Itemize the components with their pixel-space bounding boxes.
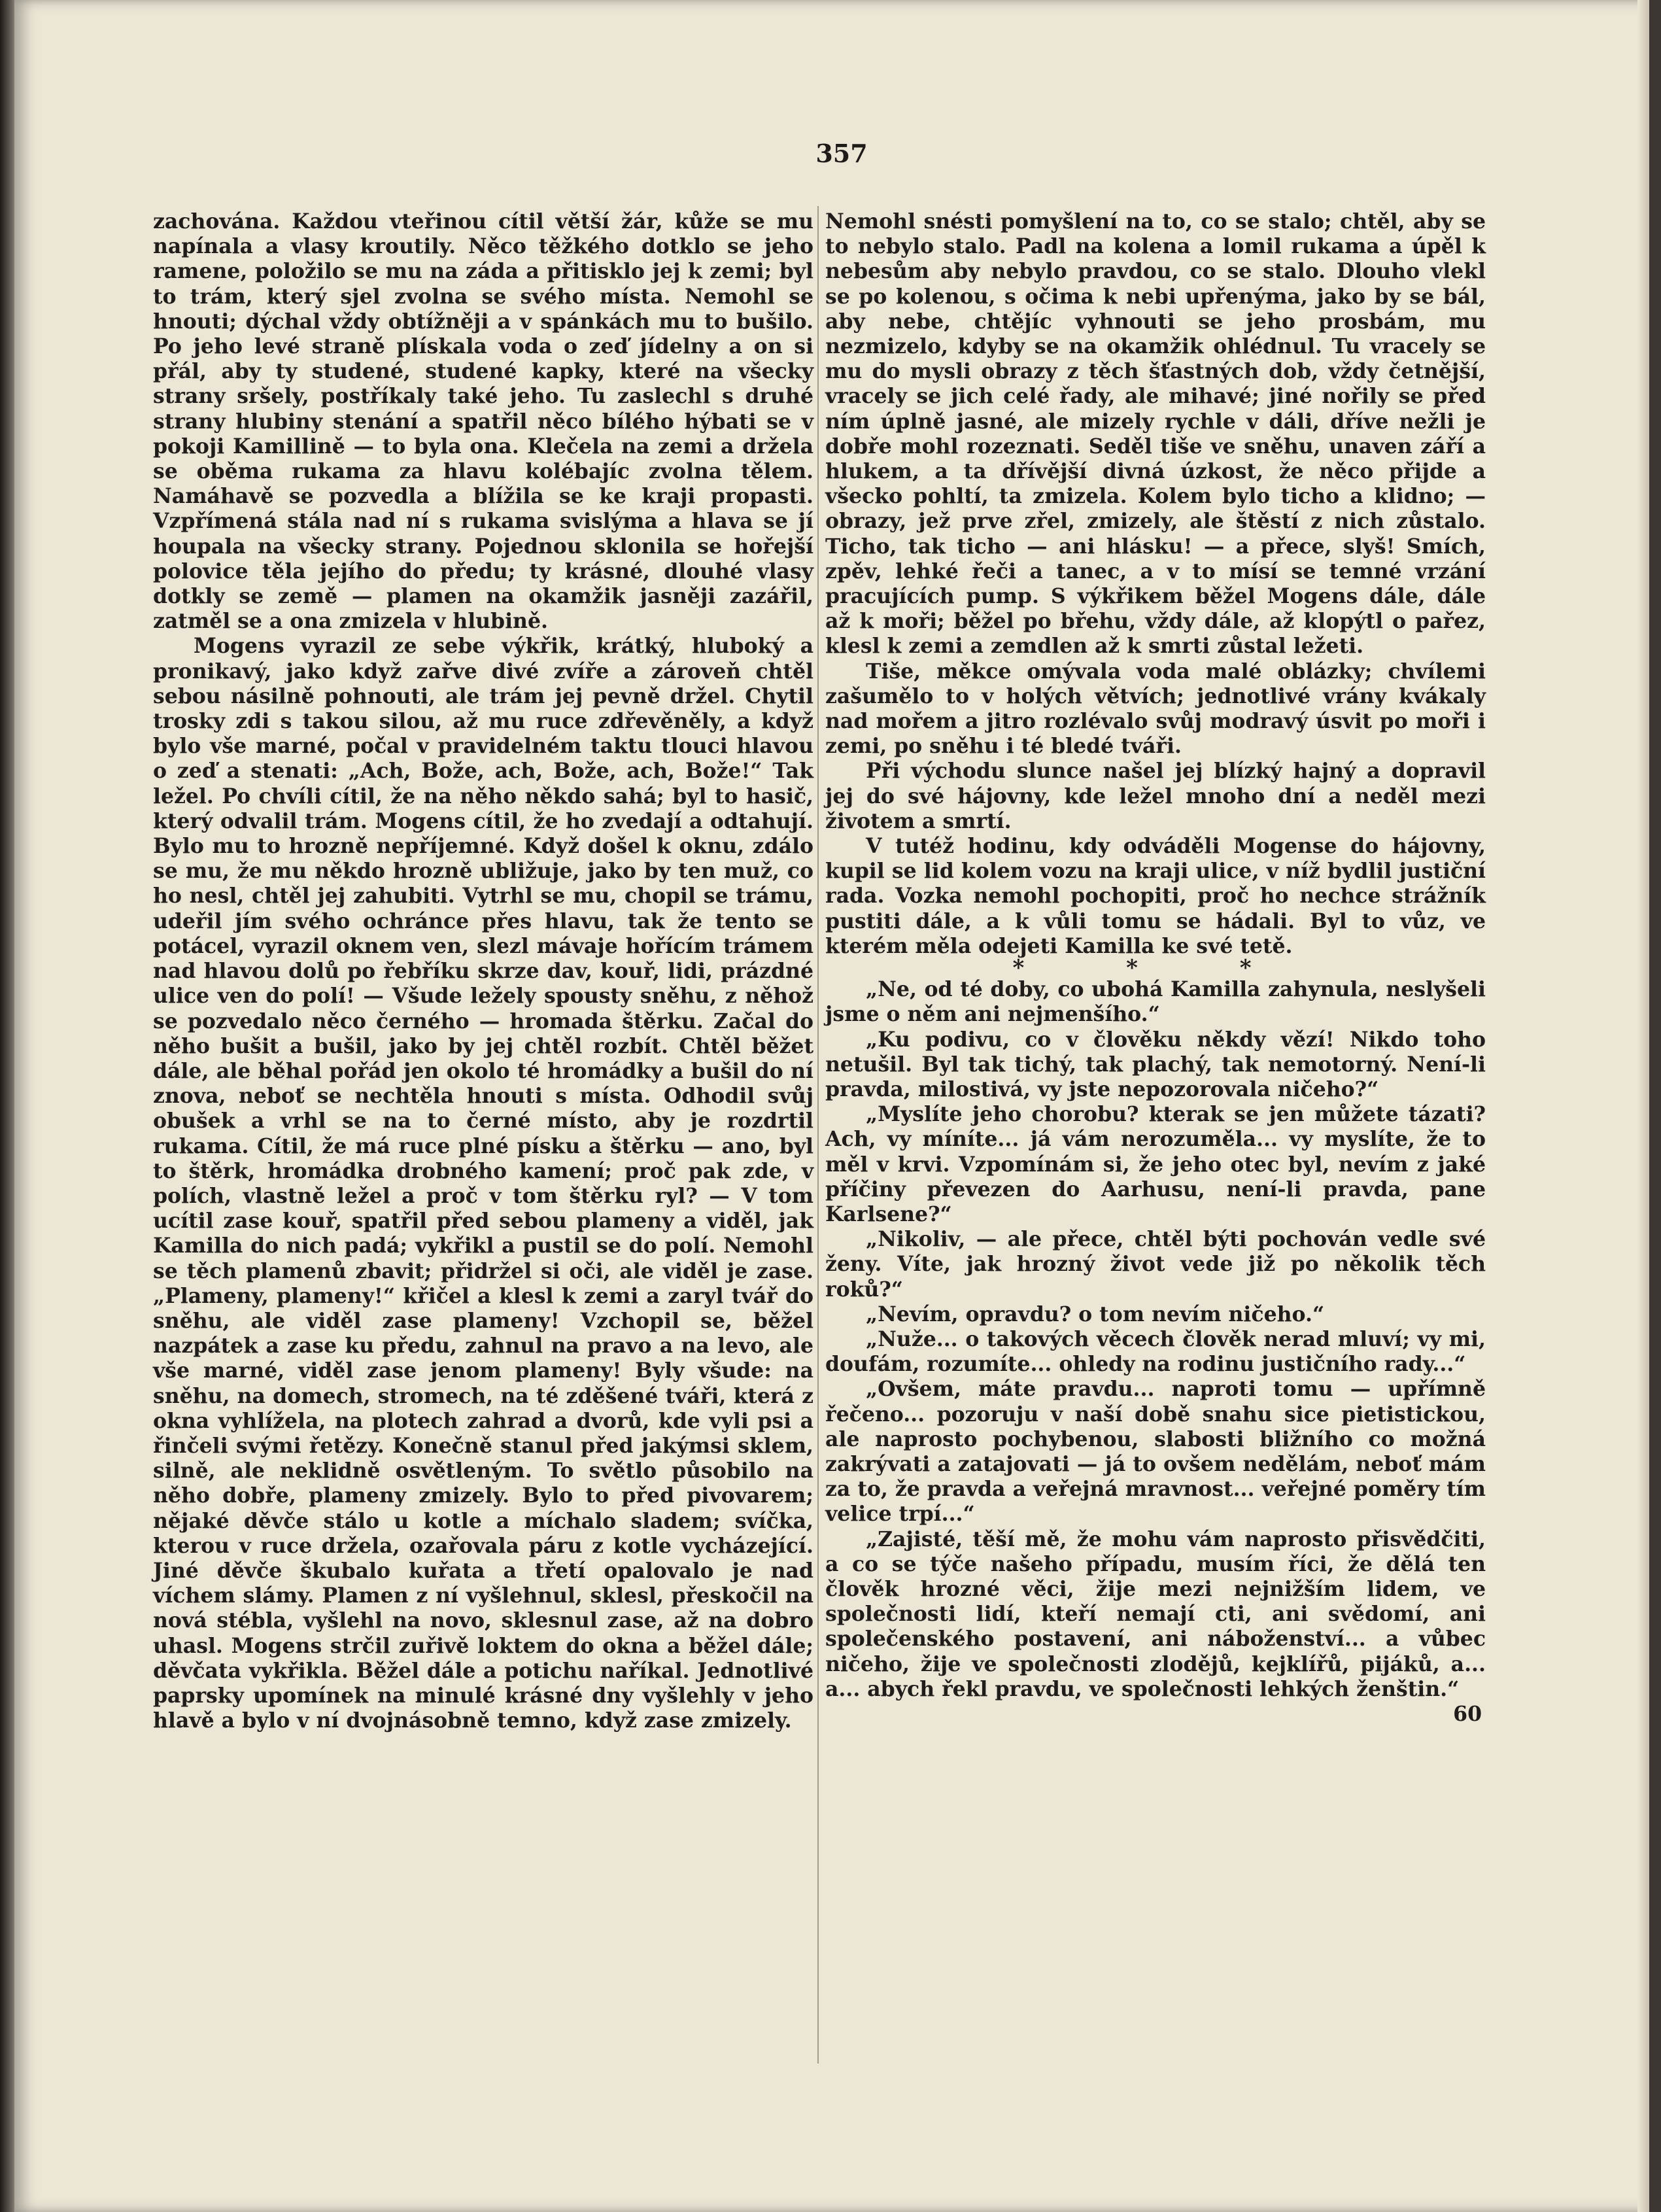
dialogue-line: „Ovšem, máte pravdu... naproti tomu — upřímně řečeno... pozoruju v naší době snahu sice pietistickou, ale naprosto pochybenou, slabosti bližního co možná zakrývati a zatajovati — já to ovšem nedělám, neboť mám za to, že pravda a veřejná mravnost... veřejné poměry tím velice trpí...“ (825, 1377, 1486, 1527)
dialogue-line: „Zajisté, těší mě, že mohu vám naprosto přisvědčiti, a co se týče našeho případu, musím říci, že dělá ten člověk hrozné věci, žije mezi nejnižším lidem, ve společnosti lidí, kteří nemají cti, ani svědomí, ani společenského postavení, ani náboženství... a vůbec ničeho, žije ve společnosti zlodějů, kejklířů, pijáků, a... a... abych řekl pravdu, ve společnosti lehkých ženštin.“ (825, 1527, 1486, 1701)
dialogue-line: „Myslíte jeho chorobu? kterak se jen můžete tázati? Ach, vy míníte... já vám nerozuměla... vy myslíte, že to měl v krvi. Vzpomínám si, že jeho otec byl, nevím z jaké příčiny převezen do Aarhusu, není-li pravda, pane Karlsene?“ (825, 1102, 1486, 1226)
scanned-page (14, 0, 1649, 2212)
paragraph: Při východu slunce našel jej blízký hajný a dopravil jej do své hájovny, kde ležel mnoho dní a neděl mezi životem a smrtí. (825, 759, 1486, 833)
paragraph: zachována. Každou vteřinou cítil větší žár, kůže se mu napínala a vlasy kroutily. Něco těžkého dotklo se jeho ramene, položilo se mu na záda a přitisklo jej k zemi; byl to trám, který sjel zvolna se svého místa. Nemohl se hnouti; dýchal vždy obtížněji a v spánkách mu to bušilo. Po jeho levé straně plískala voda o zeď jídelny a on si přál, aby ty studené, studené kapky, které na všecky strany sršely, postříkaly také jeho. Tu zaslechl s druhé strany hlubiny stenání a spatřil něco bílého hýbati se v pokoji Kamillině — to byla ona. Klečela na zemi a držela se oběma rukama za hlavu kolébajíc zvolna tělem. Namáhavě se pozvedla a blížila se ke kraji propasti. Vzpřímená stála nad ní s rukama svislýma a hlava se jí houpala na všecky strany. Pojednou sklonila se hořejší polovice těla jejího do předu; ty krásné, dlouhé vlasy dotkly se země — plamen na okamžik jasněji zazářil, zatměl se a ona zmizela v hlubině. (153, 209, 813, 634)
left-column (153, 209, 813, 1733)
page-edge (1637, 0, 1649, 2212)
dialogue-line: „Nikoliv, — ale přece, chtěl býti pochován vedle své ženy. Víte, jak hrozný život vede již po několik těch roků?“ (825, 1227, 1486, 1302)
paragraph: V tutéž hodinu, kdy odváděli Mogense do hájovny, kupil se lid kolem vozu na kraji ulice, v níž bydlil justiční rada. Vozka nemohl pochopiti, proč ho nechce strážník pustiti dále, a k vůli tomu se hádali. Byl to vůz, ve kterém měla odejeti Kamilla ke své tetě. (825, 834, 1486, 958)
section-separator: * * * (1012, 955, 1299, 982)
signature-number: 60 (1453, 1701, 1482, 1726)
paragraph: Nemohl snésti pomyšlení na to, co se stalo; chtěl, aby se to nebylo stalo. Padl na kolena a lomil rukama a úpěl k nebesům aby nebylo pravdou, co se stalo. Dlouho vlekl se po kolenou, s očima k nebi upřenýma, jako by se bál, aby nebe, chtějíc vyhnouti se jeho prosbám, mu nezmizelo, kdyby se na okamžik ohlédnul. Tu vracely se mu do mysli obrazy z těch šťastných dob, vždy četnější, vracely se jich celé řady, ale mihavé; jiné nořily se před ním úplně jasné, ale mizely rychle v dáli, dříve nežli je dobře mohl rozeznati. Seděl tiše ve sněhu, unaven září a hlukem, a ta dřívější divná úzkost, že něco přijde a všecko pohltí, ta zmizela. Kolem bylo ticho a klidno; — obrazy, jež prve zřel, zmizely, ale štěstí z nich zůstalo. Ticho, tak ticho — ani hlásku! — a přece, slyš! Smích, zpěv, lehké řeči a tanec, a v to mísí se temné vrzání pracujících pump. S výkřikem běžel Mogens dále, dále až k moři; běžel po břehu, vždy dále, až klopýtl o pařez, klesl k zemi a zemdlen až k smrti zůstal ležeti. (825, 209, 1486, 659)
dialogue-line: „Ku podivu, co v člověku někdy vězí! Nikdo toho netušil. Byl tak tichý, tak plachý, tak nemotorný. Není-li pravda, milostivá, vy jste nepozorovala ničeho?“ (825, 1027, 1486, 1101)
right-column (825, 209, 1486, 1727)
dialogue-line: „Nuže... o takových věcech člověk nerad mluví; vy mi, doufám, rozumíte... ohledy na rodinu justičního rady...“ (825, 1326, 1486, 1377)
dialogue-line: „Nevím, opravdu? o tom nevím ničeho.“ (866, 1302, 1325, 1326)
column-divider (817, 206, 819, 2064)
paragraph: Tiše, měkce omývala voda malé oblázky; chvílemi zašumělo to v holých větvích; jednotlivé vrány kvákaly nad mořem a jitro rozlévalo svůj modravý úsvit po moři i zemi, po sněhu i té bledé tváři. (825, 659, 1486, 759)
dialogue-line: „Ne, od té doby, co ubohá Kamilla zahynula, neslyšeli jsme o něm ani nejmenšího.“ (825, 977, 1486, 1027)
paragraph: Mogens vyrazil ze sebe výkřik, krátký, hluboký a pronikavý, jako když zařve divé zvíře a zároveň chtěl sebou násilně pohnouti, ale trám jej pevně držel. Chytil trosky zdi s takou silou, až mu ruce zdřevěněly, a když bylo vše marné, počal v pravidelném taktu tlouci hlavou o zeď a stenati: „Ach, Bože, ach, Bože, ach, Bože!“ Tak ležel. Po chvíli cítil, že na něho někdo sahá; byl to hasič, který odvalil trám. Mogens cítil, že ho zvedají a odtahují. Bylo mu to hrozně nepříjemné. Když došel k oknu, zdálo se mu, že mu někdo hrozně ubližuje, jako by ten muž, co ho nesl, chtěl jej zahubiti. Vytrhl se mu, chopil se trámu, udeřil jím svého ochránce přes hlavu, tak že tento se potácel, vyrazil oknem ven, slezl mávaje hořícím trámem nad hlavou dolů po řebříku skrze dav, kouř, lidi, prázdné ulice ven do polí! — Všude ležely spousty sněhu, z něhož se pozvedalo něco černého — hromada štěrku. Začal do něho bušit a bušil, jako by jej chtěl rozbít. Chtěl běžet dále, ale běhal pořád jen okolo té hromádky a bušil do ní znova, neboť se nechtěla hnouti s místa. Odhodil svůj obušek a vrhl se na to černé místo, aby je rozdrtil rukama. Cítil, že má ruce plné písku a štěrku — ano, byl to štěrk, hromádka drobného kamení; proč pak zde, v polích, vlastně ležel a proč v tom štěrku ryl? — V tom ucítil zase kouř, spatřil před sebou plameny a viděl, jak Kamilla do nich padá; vykřikl a pustil se do polí. Nemohl se těch plamenů zbavit; přidržel si oči, ale viděl je zase. „Plameny, plameny!“ křičel a klesl k zemi a zaryl tvář do sněhu, ale viděl zase plameny! Vzchopil se, běžel nazpátek a zase ku předu, zahnul na pravo a na levo, ale vše marné, viděl zase jenom plameny! Byly všude: na sněhu, na domech, stromech, na té zděšené tváři, která z okna vyhlížela, na plotech zahrad a dvorů, kde vyli psi a řinčeli svými řetězy. Konečně stanul před jakýmsi sklem, silně, ale neklidně osvětleným. To světlo působilo na něho dobře, plameny zmizely. Bylo to před pivovarem; nějaké děvče stálo u kotle a míchalo sladem; svíčka, kterou v ruce držela, ozařovala páru z kotle vycházející. Jiné děvče škubalo kuřata a třetí opalovalo je nad víchem slámy. Plamen z ní vyšlehnul, sklesl, přeskočil na nová stébla, vyšlehl na novo, sklesnul zase, až na dobro uhasl. Mogens strčil zuřivě loktem do okna a běžel dále; děvčata vykřikla. Běžel dále a potichu naříkal. Jednotlivé paprsky upomínek na minulé krásné dny vyšlehly v jeho hlavě a bylo v ní dvojnásobně temno, když zase zmizely. (153, 634, 813, 1733)
page-number: 357 (815, 139, 868, 168)
